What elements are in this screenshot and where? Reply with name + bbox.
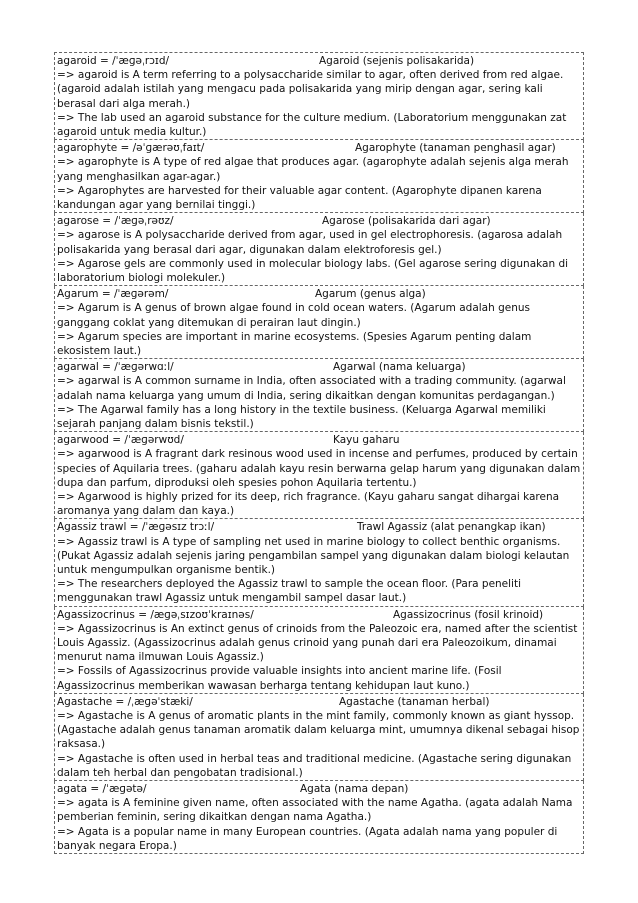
- dictionary-entry: [54, 694, 584, 781]
- dictionary-entry: [54, 359, 584, 432]
- entry-term: Agastache = /ˌæɡəˈstæki/: [57, 695, 193, 708]
- dictionary-entry: [54, 286, 584, 359]
- entry-example: => Agastache is often used in herbal teas and traditional medicine. (Agastache sering digunakan dalam teh herbal dan pengobatan tradisional.): [57, 752, 572, 779]
- dictionary-entry: [54, 140, 584, 213]
- entry-headline: [57, 141, 581, 155]
- entry-term: agaroid = /ˈæɡəˌrɔɪd/: [57, 55, 170, 67]
- entry-translation: Agassizocrinus (fosil krinoid): [393, 608, 544, 621]
- entry-translation: Agastache (tanaman herbal): [339, 695, 490, 708]
- entry-example: => Agarophytes are harvested for their valuable agar content. (Agarophyte dipanen karena kandungan agar yang bernilai tinggi.): [57, 184, 542, 211]
- entry-term: Agassiz trawl = /ˈæɡəsɪz trɔːl/: [57, 521, 215, 534]
- entry-definition: => agarose is A polysaccharide derived from agar, used in gel electrophoresis. (agarosa adalah polisakarida yang berasal dari agar, digunakan dalam elektroforesis gel.): [57, 229, 563, 256]
- entry-headline: [57, 360, 581, 374]
- entry-definition: => agaroid is A term referring to a polysaccharide similar to agar, often derived from red algae. (agaroid adalah istilah yang mengacu pada polisakarida yang mirip dengan agar, sering kali berasal dari alga merah.): [57, 69, 564, 110]
- entry-example: => Agarum species are important in marine ecosystems. (Spesies Agarum penting dalam ekosistem laut.): [57, 330, 532, 357]
- entry-headline: [57, 782, 581, 796]
- entry-headline: [57, 287, 581, 301]
- entry-example: => Agarose gels are commonly used in molecular biology labs. (Gel agarose sering digunakan di laboratorium biologi molekuler.): [57, 257, 569, 284]
- dictionary-entry: [54, 52, 584, 140]
- entry-term: agarose = /ˈæɡəˌrəʊz/: [57, 215, 174, 228]
- entry-definition: => agata is A feminine given name, often associated with the name Agatha. (agata adalah Nama pemberian feminin, sering dikaitkan dengan nama Agatha.): [57, 797, 573, 824]
- entry-headline: [57, 433, 581, 447]
- entry-definition: => Agarum is A genus of brown algae found in cold ocean waters. (Agarum adalah genus ganggang coklat yang ditemukan di perairan laut dingin.): [57, 302, 531, 329]
- dictionary-entry: [54, 519, 584, 606]
- entry-definition: => Agassizocrinus is An extinct genus of crinoids from the Paleozoic era, named after the scientist Louis Agassiz. (Agassizocrinus adalah genus crinoid yang punah dari era Paleozoikum, dinamai menurut nama ilmuwan Louis Agassiz.): [57, 622, 578, 664]
- entry-example: => The Agarwal family has a long history in the textile business. (Keluarga Agarwal memiliki sejarah panjang dalam bisnis tekstil.): [57, 403, 546, 430]
- entry-headline: [57, 608, 581, 622]
- dictionary-entry: [54, 781, 584, 854]
- entry-translation: Agarophyte (tanaman penghasil agar): [355, 142, 556, 155]
- entry-headline: [57, 695, 581, 709]
- entry-definition: => agarophyte is A type of red algae that produces agar. (agarophyte adalah sejenis alga merah yang menghasilkan agar-agar.): [57, 156, 569, 183]
- dictionary-entry: [54, 213, 584, 286]
- entry-definition: => Agassiz trawl is A type of sampling net used in marine biology to collect benthic organisms. (Pukat Agassiz adalah sejenis jaring pengambilan sampel yang digunakan dalam biologi kelautan untuk mengumpulkan organisme bentik.): [57, 535, 570, 576]
- entry-headline: [57, 520, 581, 534]
- entry-term: agarophyte = /əˈɡærəʊˌfaɪt/: [57, 142, 205, 155]
- dictionary-entry: [54, 607, 584, 694]
- entry-term: agata = /ˈæɡətə/: [57, 783, 147, 796]
- entry-translation: Kayu gaharu: [333, 434, 400, 447]
- entry-definition: => agarwal is A common surname in India, often associated with a trading community. (agarwal adalah nama keluarga yang umum di India, sering dikaitkan dengan komunitas perdagangan.): [57, 375, 566, 402]
- entry-example: => Agarwood is highly prized for its deep, rich fragrance. (Kayu gaharu sangat dihargai karena aromanya yang dalam dan kaya.): [57, 491, 560, 518]
- entry-example: => Agata is a popular name in many European countries. (Agata adalah nama yang populer di banyak negara Eropa.): [57, 825, 558, 852]
- entry-definition: => agarwood is A fragrant dark resinous wood used in incense and perfumes, produced by certain species of Aquilaria trees. (gaharu adalah kayu resin berwarna gelap harum yang digunakan dalam dupa dan parfum, diproduksi oleh spesies pohon Aquilaria tertentu.): [57, 448, 581, 489]
- entry-example: => Fossils of Agassizocrinus provide valuable insights into ancient marine life. (Fosil Agassizocrinus memberikan wawasan berharga tentang kehidupan laut kuno.): [57, 665, 502, 692]
- entry-translation: Agarwal (nama keluarga): [333, 361, 466, 374]
- dictionary-page: [54, 52, 584, 854]
- entry-definition: => Agastache is A genus of aromatic plants in the mint family, commonly known as giant hyssop. (Agastache adalah genus tanaman aromatik dalam keluarga mint, umumnya dikenal sebagai hisop raksasa.): [57, 710, 580, 751]
- dictionary-entry: [54, 432, 584, 519]
- entry-translation: Agarose (polisakarida dari agar): [322, 215, 491, 228]
- entry-term: agarwood = /ˈæɡərwʊd/: [57, 434, 184, 447]
- entry-headline: [57, 54, 581, 68]
- entry-headline: [57, 214, 581, 228]
- entry-translation: Trawl Agassiz (alat penangkap ikan): [357, 521, 546, 534]
- entry-example: => The researchers deployed the Agassiz trawl to sample the ocean floor. (Para peneliti menggunakan trawl Agassiz untuk mengambil sampel dasar laut.): [57, 578, 522, 605]
- entry-example: => The lab used an agaroid substance for the culture medium. (Laboratorium menggunakan zat agaroid untuk media kultur.): [57, 111, 567, 138]
- entry-term: Agarum = /ˈæɡərəm/: [57, 288, 169, 301]
- entry-term: Agassizocrinus = /æɡəˌsɪzoʊˈkraɪnəs/: [57, 608, 254, 621]
- entry-translation: Agata (nama depan): [300, 783, 409, 796]
- entry-translation: Agaroid (sejenis polisakarida): [319, 55, 475, 67]
- entry-translation: Agarum (genus alga): [315, 288, 426, 301]
- entry-term: agarwal = /ˈæɡərwɑːl/: [57, 361, 174, 374]
